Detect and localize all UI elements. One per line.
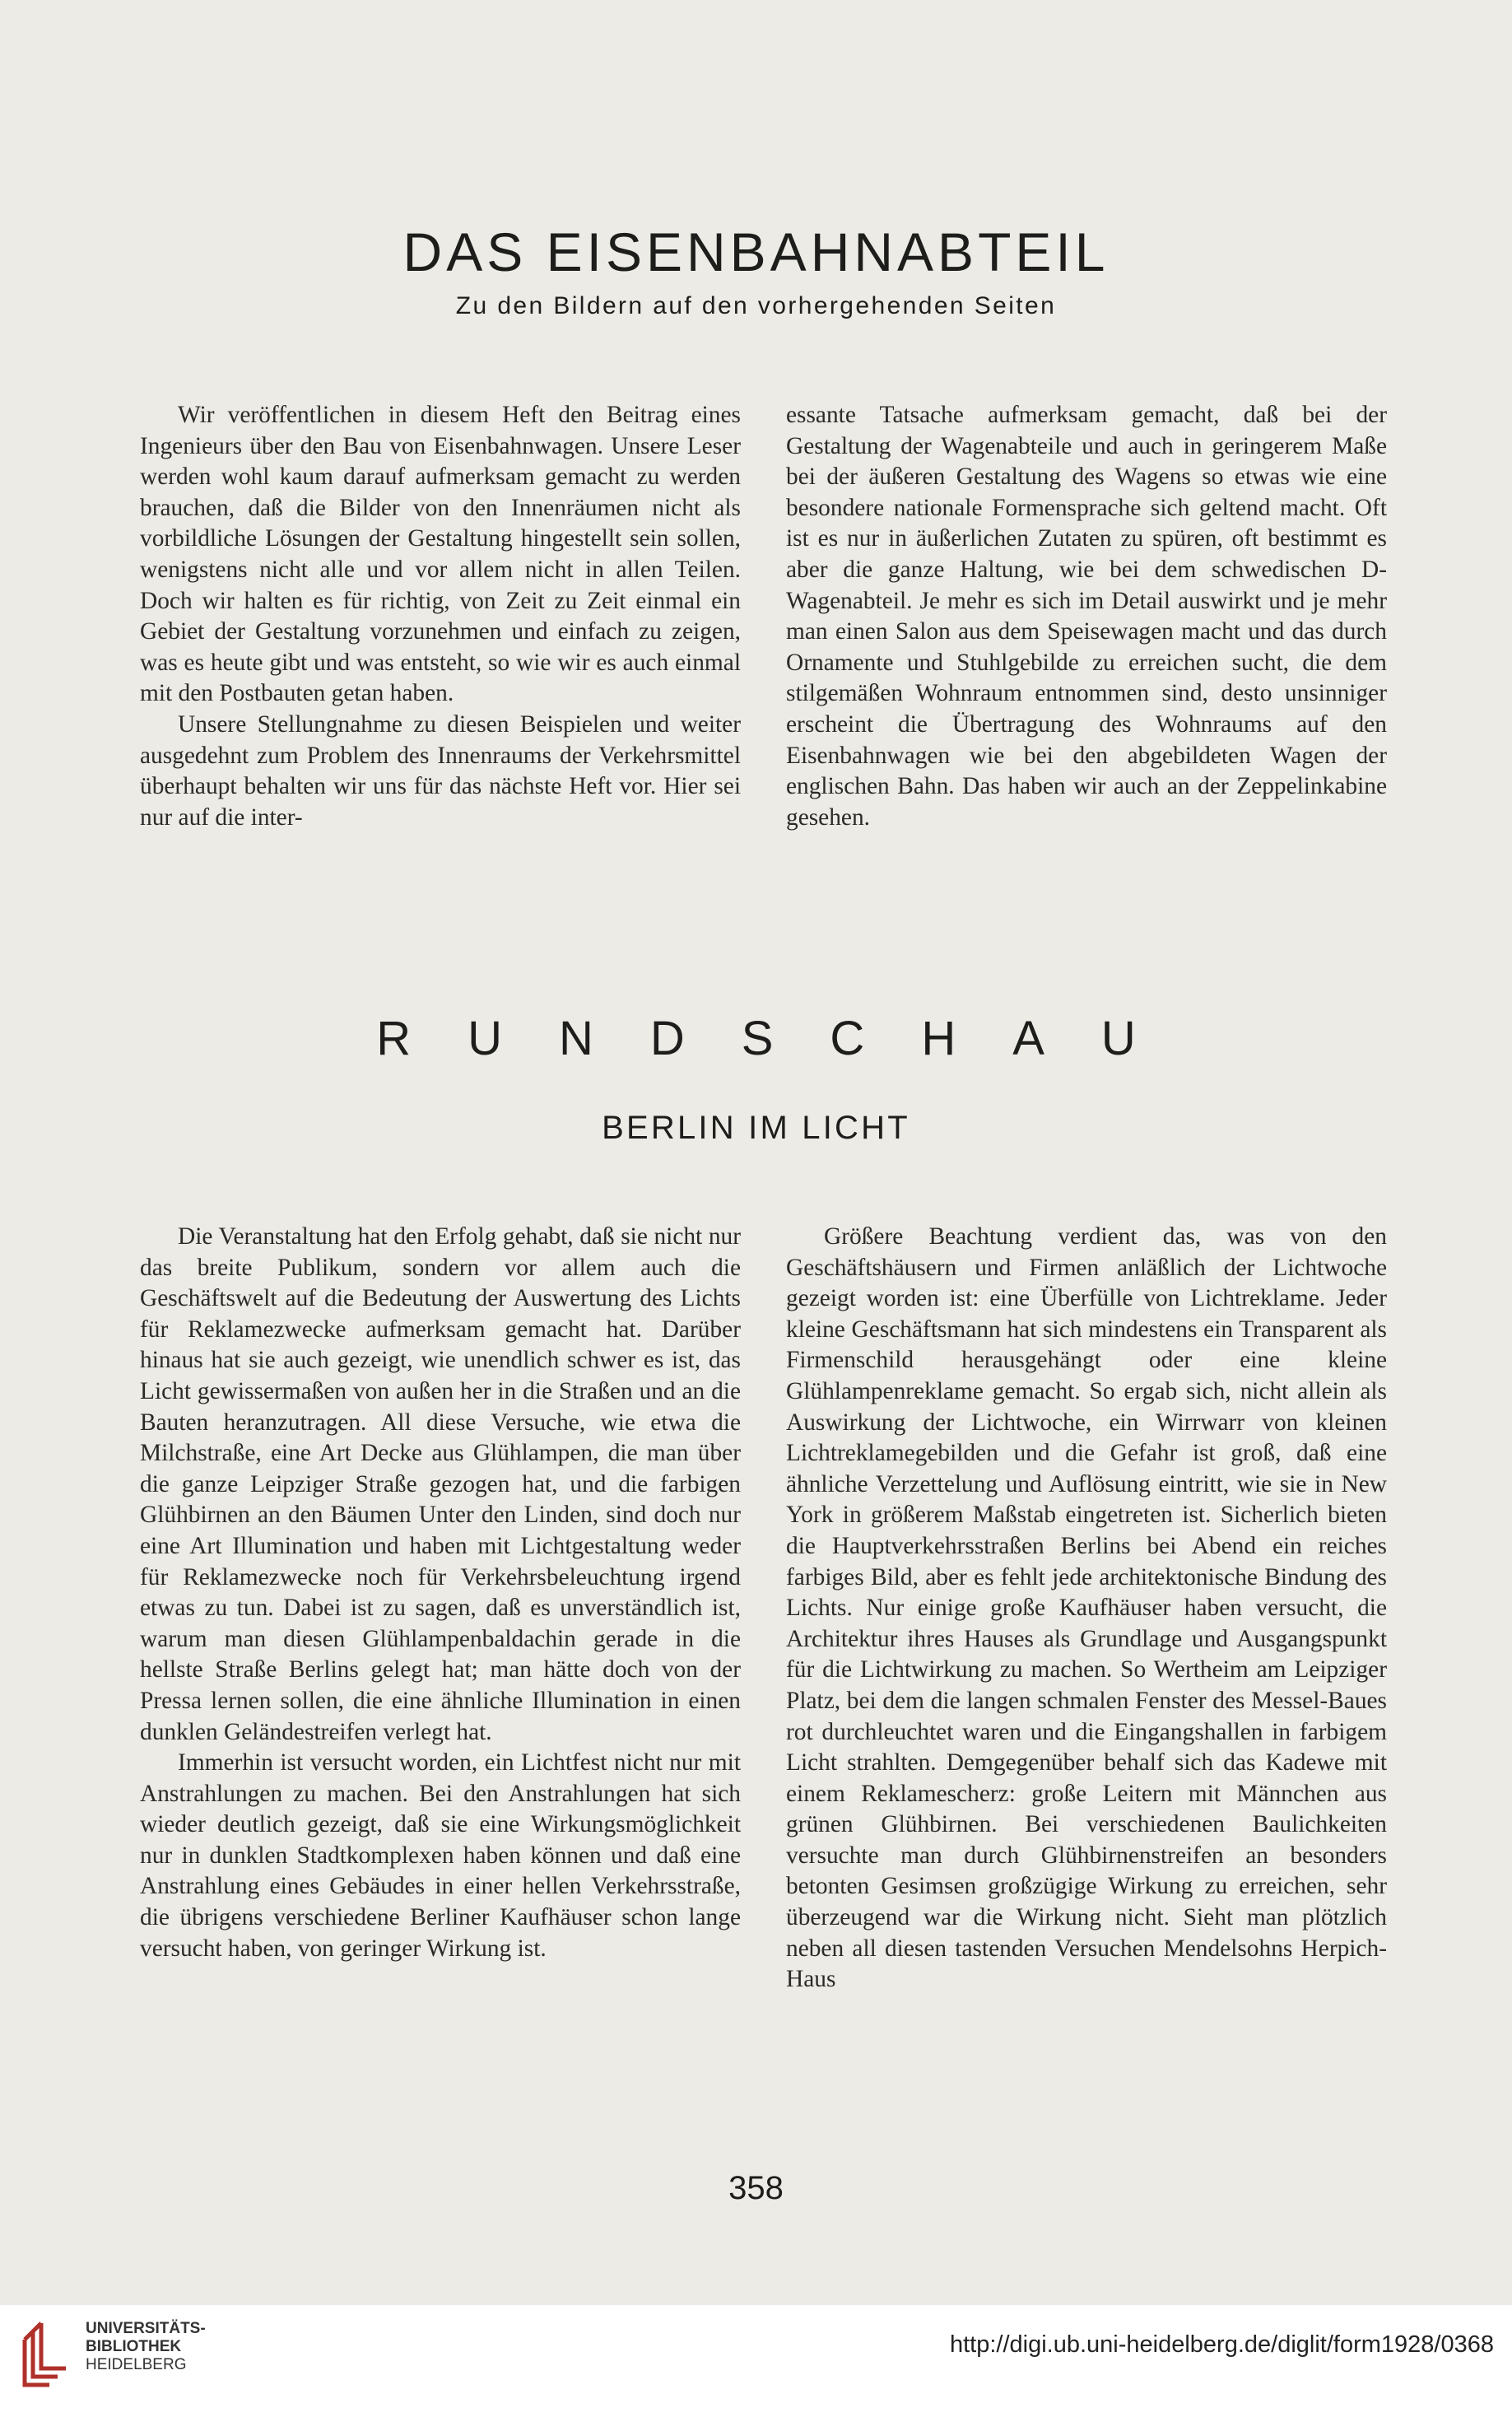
library-name-line: BIBLIOTHEK: [86, 2338, 182, 2355]
section-paragraph: Größere Beachtung verdient das, was von den Geschäftshäusern und Firmen anläßlich der Lichtwoche gezeigt worden ist: eine Überfülle von Lichtreklame. Jeder kleine Geschäftsmann hat sich mindestens ein Transparent als Firmenschild herausgehängt oder eine kleine Glühlampenreklame gemacht. So ergab sich, nicht allein als Auswirkung der Lichtwoche, ein Wirrwarr von kleinen Lichtreklamegebilden und die Gefahr ist groß, daß eine ähnliche Verzettelung und Auflösung eintritt, wie sie in New York in größerem Maßstab eingetreten ist. Sicherlich bieten die Hauptverkehrsstraßen Berlins bei Abend ein reiches farbiges Bild, aber es fehlt jede architektonische Bindung des Lichts. Nur einige große Kaufhäuser haben versucht, die Architektur ihres Hauses als Grundlage und Ausgangspunkt für die Lichtwirkung zu machen. So Wertheim am Leipziger Platz, bei dem die langen schmalen Fenster des Messel-Baues rot durchleuchtet waren und die Eingangshallen in farbigem Licht strahlten. Demgegenüber behalf sich das Kadewe mit einem Reklamescherz: große Leitern mit Männchen aus grünen Glühbirnen. Bei verschiedenen Baulichkeiten versuchte man durch Glühbirnenstreifen an besonders betonten Gesimsen großzügige Wirkung zu erreichen, sehr überzeugend war die Wirkung nicht. Sieht man plötzlich neben all diesen tastenden Versuchen Mendelsohns Herpich-Haus: [786, 1223, 1387, 1993]
section-subtitle: BERLIN IM LICHT: [602, 1110, 910, 1146]
library-name-line: HEIDELBERG: [86, 2356, 187, 2373]
article-column-right: [786, 400, 1387, 833]
page-number: 358: [728, 2170, 784, 2206]
section-paragraph: Immerhin ist versucht worden, ein Lichtfest nicht nur mit Anstrahlungen zu machen. Bei den Anstrahlungen hat sich wieder deutlich gezeigt, daß sie eine Wirkungsmöglichkeit nur in dunklen Stadtkomplexen haben können und daß eine Anstrahlung eines Gebäudes in einer hellen Verkehrsstraße, die übrigens verschiedene Berliner Kaufhäuser schon lange versucht haben, von geringer Wirkung ist.: [140, 1749, 741, 1962]
article-column-left: [140, 400, 741, 833]
article-paragraph: essante Tatsache aufmerksam gemacht, daß bei der Gestaltung der Wagenabteile und auch in geringerem Maße bei der äußeren Gestaltung des Wagens so etwas wie eine besondere nationale Formensprache sich geltend macht. Oft ist es nur in äußerlichen Zutaten zu spüren, oft bestimmt es aber die ganze Haltung, wie bei dem schwedischen D-Wagenabteil. Je mehr es sich im Detail auswirkt und je mehr man einen Salon aus dem Speisewagen macht und das durch Ornamente und Stuhlgebilde zu erreichen sucht, die dem stilgemäßen Wohnraum entnommen sind, desto unsinniger erscheint die Übertragung des Wohnraums auf den Eisenbahnwagen wie bei den abgebildeten Wagen der englischen Bahn. Das haben wir auch an der Zeppelinkabine gesehen.: [786, 402, 1387, 831]
library-logo-icon: [16, 2315, 74, 2397]
article-paragraph: Unsere Stellungnahme zu diesen Beispielen und weiter ausgedehnt zum Problem des Innenraums der Verkehrsmittel überhaupt behalten wir uns für das nächste Heft vor. Hier sei nur auf die inter-: [140, 710, 741, 831]
source-url-link[interactable]: http://digi.ub.uni-heidelberg.de/diglit/form1928/0368: [949, 2331, 1494, 2358]
section-column-right: [786, 1222, 1387, 1996]
article-subtitle: Zu den Bildern auf den vorhergehenden Seiten: [455, 292, 1057, 319]
library-name: [86, 2320, 206, 2374]
article-title: DAS EISENBAHNABTEIL: [402, 221, 1110, 282]
section-title-text: RUNDSCHAU: [376, 1012, 1193, 1065]
section-column-left: [140, 1222, 741, 1964]
footer-bar: [0, 2305, 1512, 2417]
section-title: [0, 1011, 1512, 1066]
article-paragraph: Wir veröffentlichen in diesem Heft den Beitrag eines Ingenieurs über den Bau von Eisenbahnwagen. Unsere Leser werden wohl kaum darauf aufmerksam gemacht zu werden brauchen, daß die Bilder von den Innenräumen nicht als vorbildliche Lösungen der Gestaltung hingestellt sein sollen, wenigstens nicht alle und vor allem nicht in allen Teilen. Doch wir halten es für richtig, von Zeit zu Zeit einmal ein Gebiet der Gestaltung vorzunehmen und einfach zu zeigen, was es heute gibt und was entsteht, so wie wir es auch einmal mit den Postbauten getan haben.: [140, 402, 741, 707]
section-paragraph: Die Veranstaltung hat den Erfolg gehabt, daß sie nicht nur das breite Publikum, sondern vor allem auch die Geschäftswelt auf die Bedeutung der Auswertung des Lichts für Reklamezwecke aufmerksam gemacht hat. Darüber hinaus hat sie auch gezeigt, wie unendlich schwer es ist, das Licht gewissermaßen von außen her in die Straßen und an die Bauten heranzutragen. All diese Versuche, wie etwa die Milchstraße, eine Art Decke aus Glühlampen, die man über die ganze Leipziger Straße gezogen hat, und die farbigen Glühbirnen an den Bäumen Unter den Linden, sind doch nur eine Art Illumination und haben mit Lichtgestaltung weder für Reklamezwecke noch für Verkehrsbeleuchtung irgend etwas zu tun. Dabei ist zu sagen, daß es unverständlich ist, warum man diesen Glühlampenbaldachin gerade in die hellste Straße Berlins gelegt hat; man hätte doch von der Pressa lernen sollen, die eine ähnliche Illumination in einen dunklen Geländestreifen verlegt hat.: [140, 1223, 741, 1745]
library-name-line: UNIVERSITÄTS-: [86, 2320, 206, 2337]
